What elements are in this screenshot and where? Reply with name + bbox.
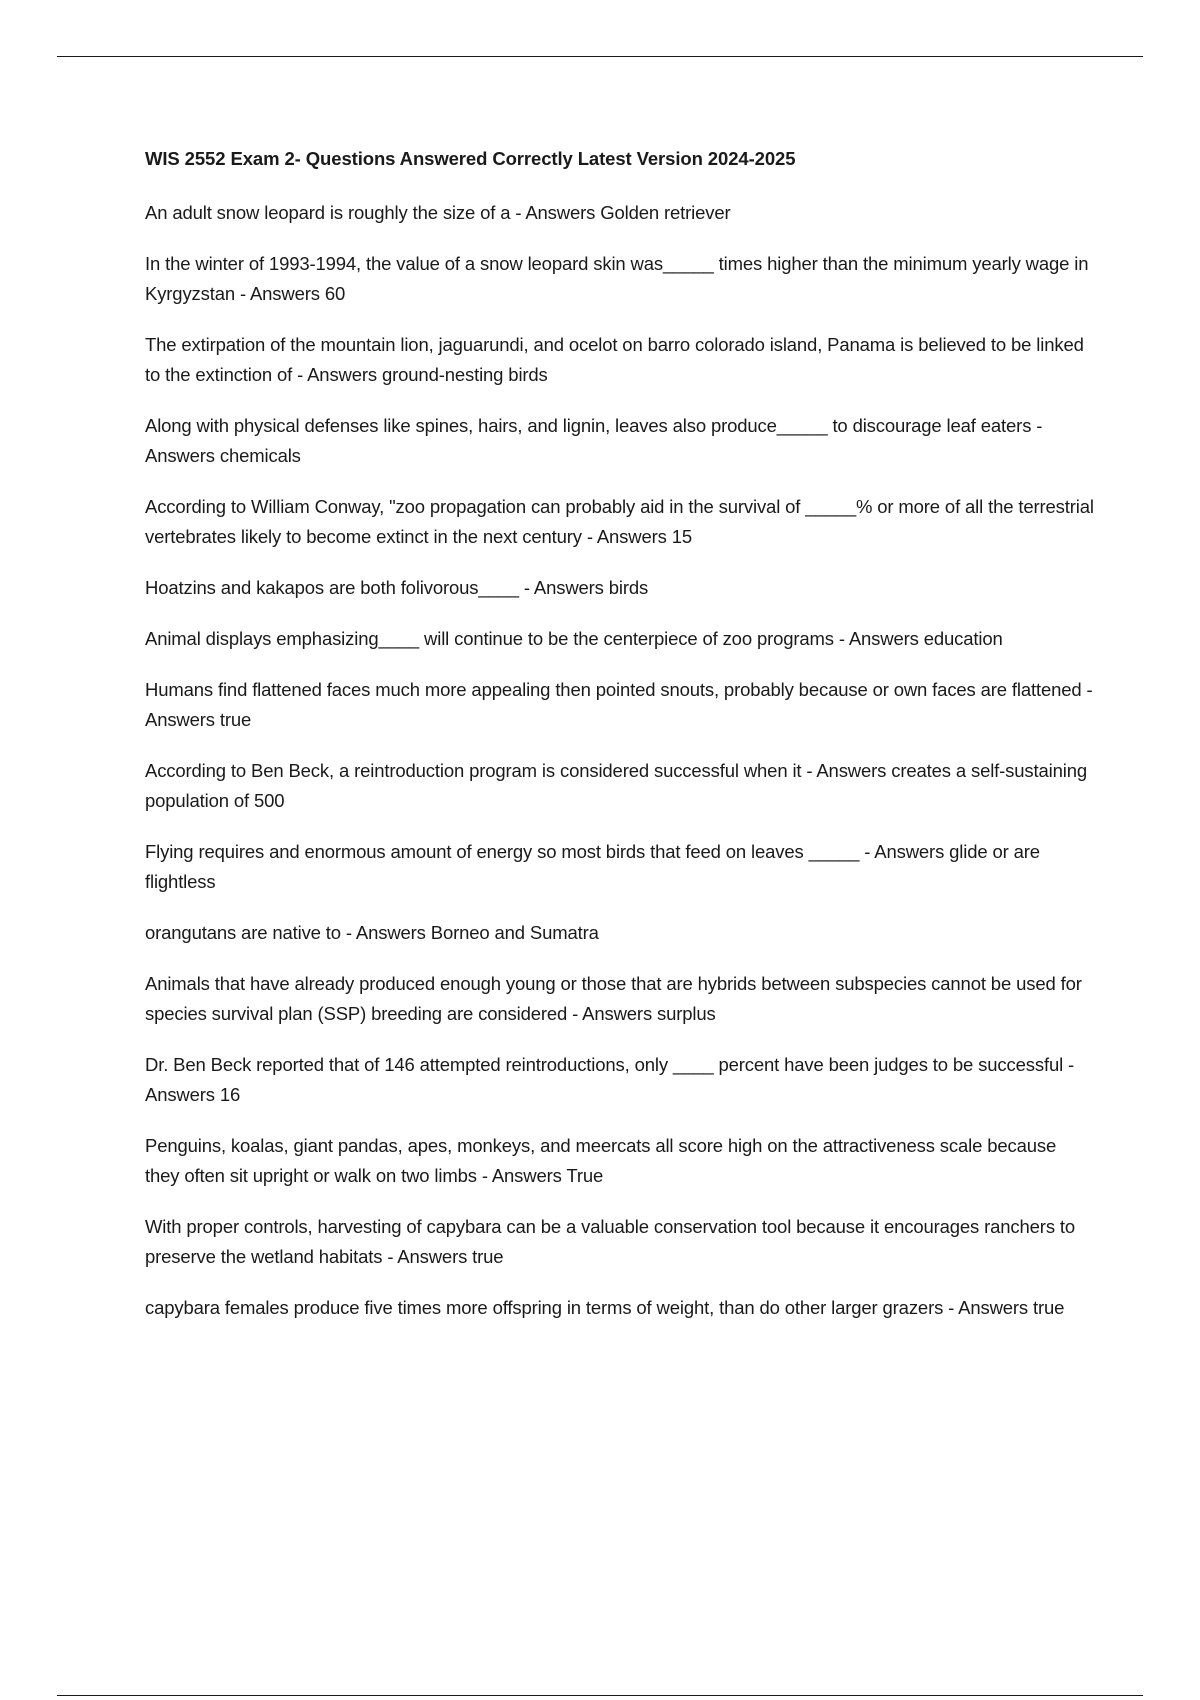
qa-item: With proper controls, harvesting of capybara can be a valuable conservation tool because it encourages ranchers to preserve the wetland habitats - Answers true [145, 1216, 1076, 1267]
qa-item: Animal displays emphasizing____ will continue to be the centerpiece of zoo programs - Answers education [145, 628, 1003, 649]
qa-item: The extirpation of the mountain lion, jaguarundi, and ocelot on barro colorado island, Panama is believed to be linked to the extinction of - Answers ground-nesting birds [145, 334, 1084, 385]
qa-item: Penguins, koalas, giant pandas, apes, monkeys, and meercats all score high on the attractiveness scale because they often sit upright or walk on two limbs - Answers True [145, 1135, 1057, 1186]
qa-item: In the winter of 1993-1994, the value of a snow leopard skin was_____ times higher than the minimum yearly wage in Kyrgyzstan - Answers 60 [145, 253, 1089, 304]
qa-item: According to Ben Beck, a reintroduction program is considered successful when it - Answers creates a self-sustaining population of 500 [145, 760, 1087, 811]
qa-item: orangutans are native to - Answers Borneo and Sumatra [145, 922, 599, 943]
footer-rule [57, 1695, 1143, 1696]
qa-item: An adult snow leopard is roughly the size of a - Answers Golden retriever [145, 202, 731, 223]
header-rule [57, 56, 1143, 57]
qa-item: Along with physical defenses like spines, hairs, and lignin, leaves also produce_____ to discourage leaf eaters - Answers chemicals [145, 415, 1043, 466]
qa-item: Flying requires and enormous amount of energy so most birds that feed on leaves _____ - Answers glide or are flightless [145, 841, 1040, 892]
document-body [145, 148, 1095, 1344]
qa-item: capybara females produce five times more offspring in terms of weight, than do other larger grazers - Answers true [145, 1297, 1065, 1318]
qa-item: Animals that have already produced enough young or those that are hybrids between subspecies cannot be used for species survival plan (SSP) breeding are considered - Answers surplus [145, 973, 1082, 1024]
qa-item: According to William Conway, "zoo propagation can probably aid in the survival of _____% or more of all the terrestrial vertebrates likely to become extinct in the next century - Answers 15 [145, 496, 1094, 547]
qa-item: Hoatzins and kakapos are both folivorous____ - Answers birds [145, 577, 649, 598]
qa-item: Humans find flattened faces much more appealing then pointed snouts, probably because or own faces are flattened - Answers true [145, 679, 1093, 730]
document-title: WIS 2552 Exam 2- Questions Answered Correctly Latest Version 2024-2025 [145, 148, 796, 169]
qa-item: Dr. Ben Beck reported that of 146 attempted reintroductions, only ____ percent have been judges to be successful - Answers 16 [145, 1054, 1075, 1105]
